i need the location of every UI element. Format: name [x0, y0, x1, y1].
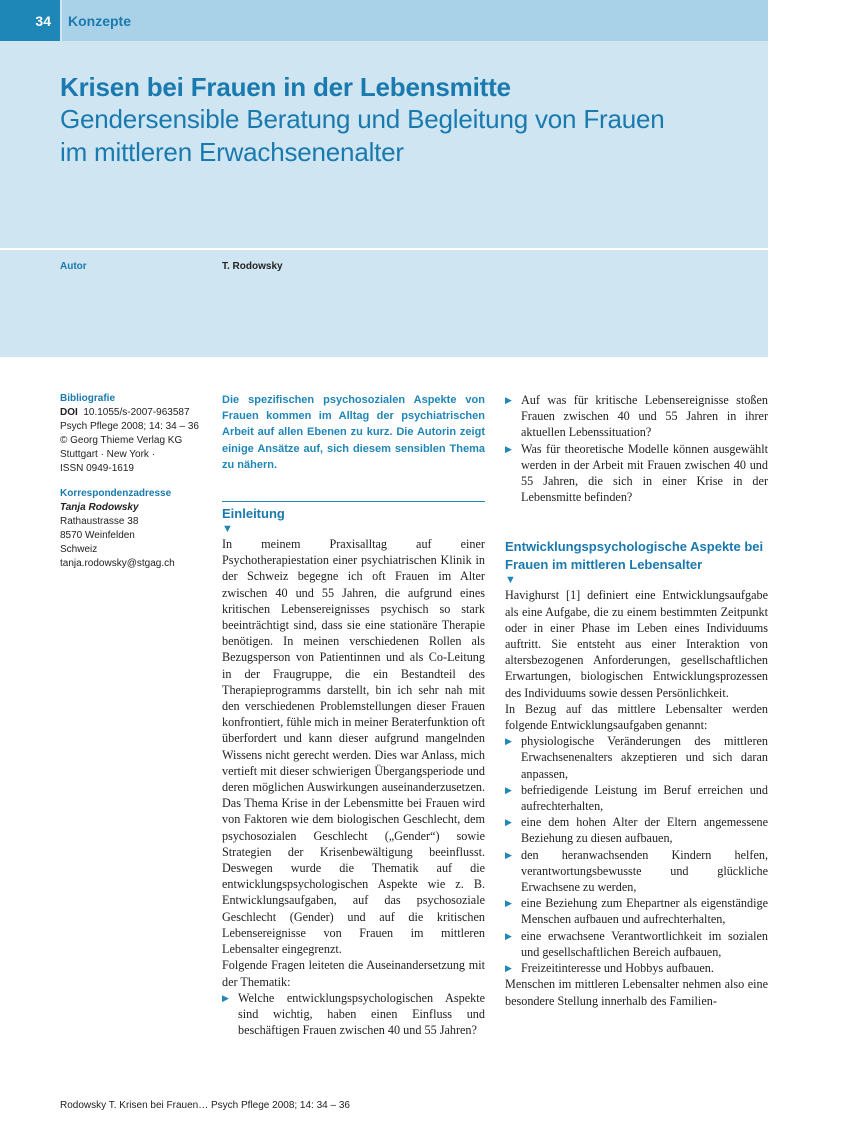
development-task-list [505, 733, 768, 976]
article-subtitle [60, 103, 750, 169]
bibliography-heading: Bibliografie [60, 393, 116, 404]
havighurst-paragraph: Havighurst [1] definiert eine Entwicklungsaufgabe als eine Aufgabe, die zu einem bestimmten Zeitpunkt oder in einer Phase im Leben eines Individuums auftritt. Sie entsteht aus einer Interaktion von altersbezogenen Anforderungen, gesellschaftlichen Erwartungen, biologischen Entwicklungsprozessen des Individuums sowie dessen Persönlichkeit. [505, 588, 768, 700]
heading-entwicklungspsychologie: Entwicklungspsychologische Aspekte bei Frauen im mittleren Lebensalter [505, 539, 764, 573]
page-number: 34 [0, 0, 60, 41]
correspondence-country: Schweiz [60, 544, 98, 555]
subtitle-line-2: im mittleren Erwachsenenalter [60, 137, 404, 167]
question-list [222, 990, 485, 1039]
heading-arrow-icon: ▼ [222, 523, 233, 536]
section-label: Konzepte [62, 0, 768, 41]
page-footer: Rodowsky T. Krisen bei Frauen… Psych Pflege 2008; 14: 34 – 36 [60, 1100, 350, 1111]
subtitle-line-1: Gendersensible Beratung und Begleitung von Frauen [60, 104, 665, 134]
author-label: Autor [60, 261, 87, 272]
list-item: ▶ den heranwachsenden Kindern helfen, verantwortungsbewusste und glückliche Erwachsene zu werden, [505, 847, 768, 896]
heading-einleitung: Einleitung [222, 506, 285, 522]
article-title: Krisen bei Frauen in der Lebensmitte [60, 72, 511, 102]
sidebar-metadata [60, 392, 210, 571]
doi-label: DOI [60, 407, 78, 418]
list-item: ▶ Was für theoretische Modelle können ausgewählt werden in der Arbeit mit Frauen zwischen 40 und 55 Jahren, die sich in einer Krise in der Lebensmitte befinden? [505, 441, 768, 506]
correspondence-city: 8570 Weinfelden [60, 530, 135, 541]
doi-value[interactable]: 10.1055/s-2007-963587 [83, 407, 190, 418]
journal-citation: Psych Pflege 2008; 14: 34 – 36 [60, 421, 199, 432]
copyright: © Georg Thieme Verlag KG [60, 435, 183, 446]
list-item: ▶ Freizeitinteresse und Hobbys aufbauen. [505, 960, 768, 976]
header-divider [0, 248, 768, 250]
list-item: ▶ eine erwachsene Verantwortlichkeit im sozialen und gesellschaftlichen Bereich aufbauen, [505, 928, 768, 960]
list-item: ▶ physiologische Veränderungen des mittleren Erwachsenenalters akzeptieren und sich daran anpassen, [505, 733, 768, 782]
question-list-continued [505, 392, 768, 505]
doi-line [60, 406, 210, 420]
issn: ISSN 0949-1619 [60, 463, 134, 474]
questions-intro: Folgende Fragen leiteten die Auseinandersetzung mit der Thematik: [222, 958, 485, 989]
list-item: ▶ eine dem hohen Alter der Eltern angemessene Beziehung zu diesen aufbauen, [505, 814, 768, 846]
closing-paragraph: Menschen im mittleren Lebensalter nehmen also eine besondere Stellung innerhalb des Familien- [505, 977, 768, 1008]
header-band [0, 0, 768, 357]
publisher-city: Stuttgart · New York · [60, 449, 156, 460]
author-name: T. Rodowsky [222, 261, 283, 272]
tasks-intro: In Bezug auf das mittlere Lebensalter werden folgende Entwicklungsaufgaben genannt: [505, 701, 768, 733]
column-2 [505, 392, 768, 1009]
list-item: ▶ Welche entwicklungspsychologischen Aspekte sind wichtig, haben einen Einfluss und beschäftigen Frauen zwischen 40 und 55 Jahren? [222, 990, 485, 1039]
correspondence-heading: Korrespondenzadresse [60, 488, 172, 499]
column-1 [222, 392, 485, 1038]
correspondence-name: Tanja Rodowsky [60, 502, 139, 513]
correspondence-email[interactable]: tanja.rodowsky@stgag.ch [60, 558, 175, 569]
list-item: ▶ Auf was für kritische Lebensereignisse stoßen Frauen zwischen 40 und 55 Jahren in ihrer aktuellen Lebenssituation? [505, 392, 768, 441]
abstract: Die spezifischen psychosozialen Aspekte von Frauen kommen im Alltag der psychiatrischen Arbeit auf allen Ebenen zu kurz. Die Autorin zeigt einige Ansätze auf, sich diesem sensiblen Thema zu nähern. [222, 394, 485, 471]
correspondence-street: Rathaustrasse 38 [60, 516, 139, 527]
list-item: ▶ eine Beziehung zum Ehepartner als eigenständige Menschen aufbauen und aufrechterhalten, [505, 895, 768, 927]
heading-rule [222, 501, 485, 502]
list-item: ▶ befriedigende Leistung im Beruf erreichen und aufrechterhalten, [505, 782, 768, 814]
intro-paragraph: In meinem Praxisalltag auf einer Psychotherapiestation einer psychiatrischen Klinik in der Schweiz begegne ich oft Frauen im Alter zwischen 40 und 55 Jahren, die aufgrund eines kritischen Lebensereignisses psychisch so stark beeinträchtigt sind, dass sie eine stationäre Therapie benötigen. In meinen verschiedenen Rollen als Bezugsperson von Patientinnen und als Co-Leitung in der Fraugruppe, die ein Bestandteil des Therapieprogramms darstellt, bin ich sehr nah mit den verschiedenen Problemstellungen dieser Frauen konfrontiert, fühle mich in meiner Beraterfunktion oft überfordert und kann dieser aufgrund mangelnden Wissens nicht gerecht werden. Dies war Anlass, mich vertieft mit dieser schwierigen Übergangsperiode und deren möglichen Auswirkungen auseinanderzusetzen. Das Thema Krise in der Lebensmitte bei Frauen wird von Faktoren wie dem biologischen Geschlecht, dem psychosozialen Geschlecht („Gender“) sowie Strategien der Krisenbewältigung beeinflusst. Deswegen wurde die Thematik auf die entwicklungspsychologischen Aspekte wie z. B. Entwicklungsaufgaben, auf das psychosoziale Geschlecht (Gender) und auf die kritischen Lebensereignisse von Frauen im mittleren Lebensalter eingegrenzt. [222, 537, 485, 957]
heading-arrow-icon: ▼ [505, 574, 516, 587]
